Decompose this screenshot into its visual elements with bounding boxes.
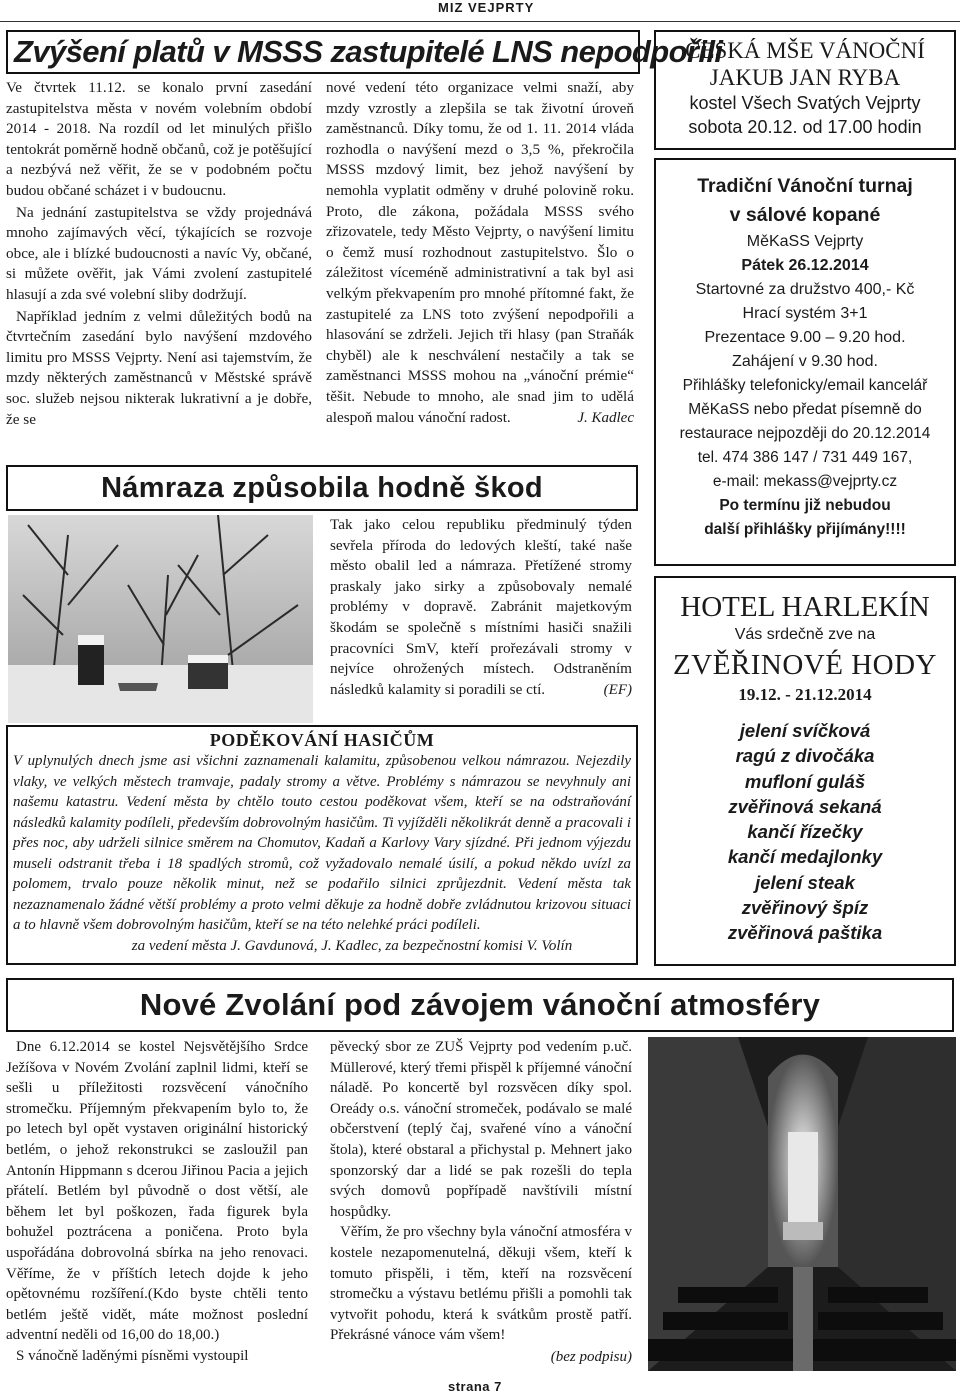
ad-hotel-event: ZVĚŘINOVÉ HODY [673,649,937,681]
menu-item: mufloní guláš [744,770,866,792]
article-4-para: Dne 6.12.2014 se kostel Nejsvětějšího Srdce Ježíšova v Novém Zvolání zaplnil lidmi, kteří se sešli u příležitosti rozsvěcení vánočního stromečku. Příjemným překvapením bylo to, že po letech byl opět vystaven originální historický betlém, o jehož rekonstrukci se zasloužil pan Antonín Hippmann s dcerou Jiřinou Pacia a jejich přátelí. Betlém byl původně o dost větší, ale během let byl poškozen, řada figurek byla bohužel poztrácena a poničena. Proto byla uspořádána dobrovolná sbírka na jeho renovaci. Věříme, že v příštích letech dojde k jeho opětovnému rozšíření.(Kdo byste chtěli tento betlém ještě vidět, máte možnost poslední adventní neděli od 16,00 do 18,00.) [6,1039,308,1344]
menu-item: jelení svíčková [739,720,871,741]
ad-mse [654,30,956,150]
ad-turnaj-title1: Tradiční Vánoční turnaj [697,175,913,197]
menu-item: jelení steak [755,871,855,893]
article-1-para: Například jedním z velmi důležitých bodů na čtvrtečním zasedání bylo navýšení mzdového limitu pro MSSS Vejprty. Není asi tajemstvím, že mzdy některých zaměstnanců v Městské správě soc. služeb nejsou nikterak lukrativní a je dobře, že se [6,307,312,428]
article-4-title: Nové Zvolání pod závojem vánoční atmosféry [139,987,821,1022]
article-2-title-box [6,465,638,511]
ad-hotel-dates: 19.12. - 21.12.2014 [738,685,872,704]
article-2-signature: (EF) [598,680,632,700]
article-4-col2 [330,1037,632,1369]
winter-cemetery-image [8,515,313,723]
article-4-para: Věřím, že pro všechny byla vánoční atmosféra v kostele nezapomenutelná, děkuji všem, kteří k tomuto přispěli, i těm, kteří na rozsvěcení stromečku a výstavu betlému přišli a pomohli tak vytvořit pohodu, která k svátkům prostě patří. Překrásné vánoce vám všem! [330,1224,632,1344]
ad-turnaj-line: Přihlášky telefonicky/email kancelář [682,377,928,394]
ad-hotel-invite: Vás srdečně zve na [734,626,876,643]
winter-cemetery-photo [8,515,313,723]
article-2-title: Námraza způsobila hodně škod [101,472,543,504]
article-3-title: PODĚKOVÁNÍ HASIČŮM [209,730,435,750]
article-2-body [330,515,632,700]
article-1-title-box [6,30,723,74]
ad-turnaj-email: e-mail: mekass@vejprty.cz [712,473,898,490]
article-1 [6,30,723,462]
ad-mse-line1: ČESKÁ MŠE VÁNOČNÍ [685,38,925,63]
menu-item: ragú z divočáka [735,745,875,767]
ad-turnaj-line: tel. 474 386 147 / 731 449 167, [697,449,913,466]
ad-turnaj-closing2: další přihlášky přijímány!!!! [704,521,906,538]
article-4-signature: (bez podpisu) [545,1347,632,1367]
ad-turnaj-line: Prezentace 9.00 – 9.20 hod. [704,329,906,346]
article-1-col2 [326,78,634,428]
ad-turnaj-title2: v sálové kopané [729,204,881,226]
ad-turnaj [654,158,956,566]
article-2-text: Tak jako celou republiku předminulý týden sevřela příroda do ledových kleští, také naše město obalil led a námraza. Přetížené stromy praskaly jako sirky a způsobovaly nemalé problémy v dopravě. Zabránit majetkovým škodám se společně s místními hasiči snažili pracovníci SmV, kteří prořezávali stromy v nejvíce ohrožených místech. Odstraněním následků kalamity si poradili se ctí. [330,516,632,698]
menu-item: kančí medajlonky [727,846,883,868]
church-interior-image [648,1037,956,1371]
article-4-title-box [6,978,954,1032]
article-4-col1 [6,1037,308,1367]
ad-turnaj-closing1: Po termínu již nebudou [719,497,891,514]
menu-item: zvěřinová paštika [727,922,883,944]
ad-turnaj-line: MěKaSS nebo předat písemně do [688,401,922,418]
menu-item: kančí řízečky [747,821,863,843]
ad-mse-line3: kostel Všech Svatých Vejprty [689,93,921,113]
menu-item: zvěřinová sekaná [728,795,882,817]
section-header: MIZ VEJPRTY [438,0,535,15]
article-4-para: S vánočně laděnými písněmi vystoupil [16,1347,249,1364]
menu-item: zvěřinový špíz [741,897,869,919]
ad-turnaj-line: Hrací systém 3+1 [742,305,868,322]
ad-hotel-name: HOTEL HARLEKÍN [680,591,930,623]
article-3-signature: za vedení města J. Gavdunová, J. Kadlec, za bezpečnostní komisi V. Volín [131,937,573,954]
ad-turnaj-line: Startovné za družstvo 400,- Kč [695,281,915,298]
article-1-para: Na jednání zastupitelstva se vždy projednává mnoho zajímavých věcí, týkajících se rozvoje obce, ale i blízké budoucnosti a navíc Vy, občané, si můžete ověřit, jak Vámi zvolení zastupitelé hlasují a zda své volební sliby dodržují. [6,203,312,303]
header-rule [0,21,960,22]
article-1-title: Zvýšení platů v MSSS zastupitelé LNS nepodpořili [14,34,723,69]
ad-turnaj-line: restaurace nejpozději do 20.12.2014 [679,425,931,442]
ad-turnaj-org: MěKaSS Vejprty [746,233,864,250]
church-interior-photo [648,1037,956,1371]
article-3-box [6,725,638,965]
ad-mse-line2: JAKUB JAN RYBA [709,65,901,90]
ad-mse-line4: sobota 20.12. od 17.00 hodin [688,117,922,137]
article-1-signature: J. Kadlec [571,408,634,428]
article-1-para: Ve čtvrtek 11.12. se konalo první zasedání zastupitelstva města v novém volebním období 2014 - 2018. Na rozdíl od let minulých přišlo tentokrát poměrně hodně občanů, což je potěšující a nezbývá než věřit, že se v podobném počtu budou občané scházet i v budoucnu. [6,79,312,199]
ad-hotel [654,576,956,966]
ad-hotel-menu [656,718,954,946]
article-4-para: pěvecký sbor ze ZUŠ Vejprty pod vedením p.uč. Müllerové, který třemi přispěl k příjemné vánoční náladě. Po koncertě byl rozsvěcen díky spol. Oreády o.s. vánoční stromeček, podávalo se malé občerstvení (teplý čaj, svařené víno a vánoční štola), které obstaral a přichystal p. Mehnert jako sponzorský dar a lidé se pak rozešli do tepla svých domovů popřípadě navštívili místní hospůdky. [330,1039,632,1220]
ad-turnaj-line: Zahájení v 9.30 hod. [732,353,878,370]
page-number: strana 7 [448,1379,502,1394]
article-3-text: V uplynulých dnech jsme asi všichni zaznamenali kalamitu, způsobenou velkou námrazou. Nejezdily vlaky, ve velkých městech tramvaje, padaly stromy a větve. Problémy s námrazou se nevyhnuly ani našemu katastru. Vedení města by chtělo touto cestou poděkovat všem, kteří se na odstraňování následků kalamity podíleli, především dobrovolným hasičům. Ti vyjížděli několikrát denně a pracovali i přes noc, aby udrželi silnice směrem na Chomutov, Kadaň a Karlovy Vary sjízdné. Při jednom výjezdu museli odstranit třeba i 18 spadlých stromů, což vyžadovalo nemalé úsilí, a pokud někdo uvízl za polomem, trvalo pouze několik minut, než se podařilo silnici zprůjezdnit. Vedení města tak nezaznamenalo žádné větší problémy a proto velmi děkuje za hodně dobře zvládnutou krizovou situaci a to hlavně všem dobrovolným hasičům, kteří se na této nelehké práci podíleli. [13,753,631,933]
article-1-para: nové vedení této organizace velmi snaží, aby mzdy vzrostly a zlepšila se tak životní úroveň zaměstnanců. Díky tomu, že od 1. 11. 2014 vláda rozhodla o navýšení mezd o 3,5 %, překročila MSSS mzdový limit, bez jehož navýšení by nemohla vyplatit odměny v druhé polovině roku. Proto, dle zákona, požádala MSSS svého zřizovatele, tedy Město Vejprty, o navýšení limitu o čemž musí rozhodnout zastupitelstvo. Šlo o záležitost víceméně administrativní a tak byl asi velkým překvapením pro mnohé přítomné fakt, že zastupitelé za LNS toto zvýšení nepodpořili a hlasování se zdrželi. Jejich tři hlasy (pan Straňák chyběl) ale k neschválení nestačily a tak se zaměstnanci MSSS mohou na „vánoční prémie“ těšit. Nebude to mnoho, ale snad jim to udělá alespoň malou vánoční radost. [326,79,634,426]
ad-turnaj-date: Pátek 26.12.2014 [741,257,869,274]
article-1-col1 [6,78,312,430]
